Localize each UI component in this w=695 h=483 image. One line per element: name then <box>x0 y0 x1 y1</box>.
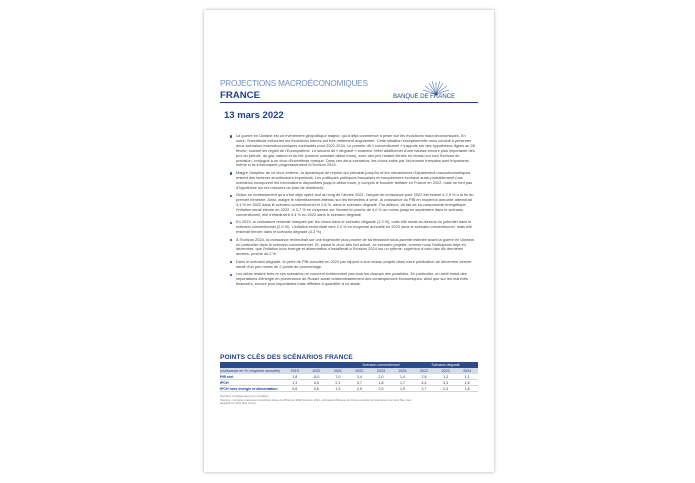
table-cell: 2,5 <box>349 386 371 392</box>
footnotes <box>220 395 420 406</box>
table-row <box>220 386 478 392</box>
group-header-degraded: Scénario dégradé <box>413 362 478 368</box>
year-header: 2022 <box>413 368 435 374</box>
list-item <box>230 193 476 218</box>
logo-text: BANQUE DE FRANCE <box>393 93 456 100</box>
bullet-text: Dans le scénario dégradé, la perte de PIB cumulée en 2024 par rapport à son niveau projeté dans notre publication de décembre dernier serait d'un peu moins de 2 points de pourcentage. <box>236 258 472 269</box>
table-cell: 2,8 <box>413 374 435 380</box>
year-header: 2020 <box>306 368 328 374</box>
report-page <box>204 10 494 472</box>
table-cell: 1,7 <box>392 380 414 386</box>
table-cell: 1,9 <box>392 386 414 392</box>
row-label: PIB réel <box>220 374 284 380</box>
list-item <box>230 272 476 287</box>
footnote: Données corrigées des jours ouvrables. <box>220 394 270 398</box>
table-title: POINTS CLÉS DES SCÉNARIOS FRANCE <box>220 354 353 361</box>
bullet-text: Grâce au redressement qu'a s'est déjà opéré tout au long de l'année 2021, l'acquis de croissance pour 2022 est estimé à 2,9 % à la fin du premier trimestre. Ainsi, malgré le ralentissement attendu sur les trimestres à venir, la croissance du PIB en moyenne annuelle atteindrait 3,4 % en 2022 dans le scénario conventionnel et 2,8 %, dans le scénario dégradé. Par ailleurs, du fait de sa composante énergétique, l'inflation serait élevée en 2022 : à 3,7 % en moyenne sur l'année et proche de 4,0 % au moins jusqu'en septembre dans le scénario conventionnel, elle s'établirait à 4,4 % en 2022 dans le scénario dégradé. <box>236 192 474 217</box>
year-header: 2024 <box>392 368 414 374</box>
bullet-text: Malgré l'ampleur de ce choc externe, la dynamique de reprise qui prévalait jusqu'ici et les mécanismes d'ajustement macroéconomiques restent des facteurs amortisseurs importants. Les politiques publiques françaises et européennes évoluent aussi probablement (nos scénarios incorporent les informations disponibles jusqu'à début mars, y compris le bouclier tarifaire en France en 2022, mais ne font pas d'hypothèse sur les mesures du plan de résilience). <box>236 169 473 190</box>
table-cell: 0,6 <box>284 386 306 392</box>
year-header: 2019 <box>284 368 306 374</box>
bullet-icon <box>230 135 232 137</box>
report-title: PROJECTIONS MACROÉCONOMIQUES <box>220 79 368 88</box>
bullet-text: À l'horizon 2024, la croissance reviendrait sur une trajectoire plus proche de sa tendance sous-jacente estimée avant la guerre en Ukraine, en particulier dans le scénario conventionnel. Et, passé le choc très fort actuel, ce scénario projette, comme nous l'anticipions déjà en décembre, que l'inflation hors énergie et alimentation s'installerait à l'horizon 2024 sur un rythme, supérieur à celui des dix dernières années, proche de 2 %. <box>236 236 475 257</box>
bullet-text: La guerre en Ukraine est un événement géopolitique majeur, qui a déjà commencé à peser sur les évolutions macroéconomiques. En outre, l'incertitude entourant les évolutions futures est très nettement augmentée. Cette situation exceptionnelle nous conduit à présenter deux scénarios macroéconomiques contrastés pour 2022-2024. Le premier dit « conventionnel » s'appuie sur des hypothèses figées au 28 février, suivant les règles de l'Eurosystème. Le second dit « dégradé » examine l'effet additionnel d'une hausse encore plus importante des prix du pétrole, du gaz naturel et du blé (comme constaté début mars), avec des prix restant élevés en niveau sur tout l'horizon de prévision, conjugué à un choc d'incertitude marqué. Dans ces deux scénarios, les chocs subis par l'économie française sont importants même si ils s'estompent progressivement à l'horizon 2024. <box>236 133 475 168</box>
scenarios-table <box>220 362 478 392</box>
table-cell: 1,6 <box>456 380 478 386</box>
table-cell: 2,3 <box>435 386 457 392</box>
footnote: Sources : Comptes nationaux trimestriels Insee du 28 février 2022 jusqu'en 2021, estimations Banque de France ensuite (conventionnel sur fond bleu clair, dégradé sur fond bleu foncé). <box>220 397 412 405</box>
table-cell: 1,8 <box>284 374 306 380</box>
bullet-icon <box>230 172 232 174</box>
table-cell: 2,0 <box>370 374 392 380</box>
bullet-icon <box>230 274 232 276</box>
bullet-text: En 2023, la croissance resterait marquée par les chocs dans le scénario dégradé (1,3 %), mais elle serait au-dessus du potentiel dans le scénario conventionnel (2,0 %). L'inflation reviendrait vers 2,0 % en moyenne annuelle en 2023 dans le scénario conventionnel, mais elle resterait élevée dans le scénario dégradé (3,3 %). <box>236 219 473 235</box>
table-cell: 1,3 <box>327 386 349 392</box>
table-cell: 0,6 <box>306 386 328 392</box>
table-cell: 1,3 <box>435 374 457 380</box>
table-cell: 3,3 <box>435 380 457 386</box>
row-label: IPCH <box>220 380 284 386</box>
table-cell: -8,0 <box>306 374 328 380</box>
list-item <box>230 238 476 258</box>
key-points-list <box>230 134 476 290</box>
year-header: 2022 <box>349 368 371 374</box>
table-cell: 4,4 <box>413 380 435 386</box>
year-header: 2023 <box>435 368 457 374</box>
group-header-conventional: Scénario conventionnel <box>349 362 414 368</box>
table-cell: 3,4 <box>349 374 371 380</box>
table-cell: 0,5 <box>306 380 328 386</box>
table-cell: 1,3 <box>284 380 306 386</box>
bullet-icon <box>230 195 232 197</box>
bullet-text: Les aléas restent forts et ces scénarios ne couvrent évidemment pas tous les champs des possibles. En particulier, un arrêt brutal des importations d'énergie en provenance de Russie aurait vraisemblablement des conséquences économiques, ainsi que sur les marchés financiers, encore plus importantes mais difficiles à quantifier à ce stade. <box>236 271 468 287</box>
bullet-icon <box>230 261 232 263</box>
year-header: 2024 <box>456 368 478 374</box>
table-cell: 2,7 <box>413 386 435 392</box>
table-cell: 1,1 <box>456 374 478 380</box>
row-label: IPCH hors énergie et alimentation <box>220 386 284 392</box>
table-cell: 1,8 <box>370 380 392 386</box>
table-cell: 1,4 <box>392 374 414 380</box>
table-cell: 7,0 <box>327 374 349 380</box>
header-divider <box>220 102 478 103</box>
list-item <box>230 260 476 270</box>
list-item <box>230 171 476 191</box>
table-cell: 2,1 <box>327 380 349 386</box>
bullet-icon <box>230 239 232 241</box>
table-cell: 3,7 <box>349 380 371 386</box>
publication-date: 13 mars 2022 <box>224 110 284 121</box>
table-cell: 2,0 <box>370 386 392 392</box>
bullet-icon <box>230 222 232 224</box>
year-header: 2023 <box>370 368 392 374</box>
list-item <box>230 220 476 235</box>
table-cell: 1,8 <box>456 386 478 392</box>
list-item <box>230 134 476 168</box>
year-header: 2021 <box>327 368 349 374</box>
unit-label: (croissance en %, moyenne annuelle) <box>220 368 284 374</box>
report-subtitle: FRANCE <box>220 90 260 101</box>
